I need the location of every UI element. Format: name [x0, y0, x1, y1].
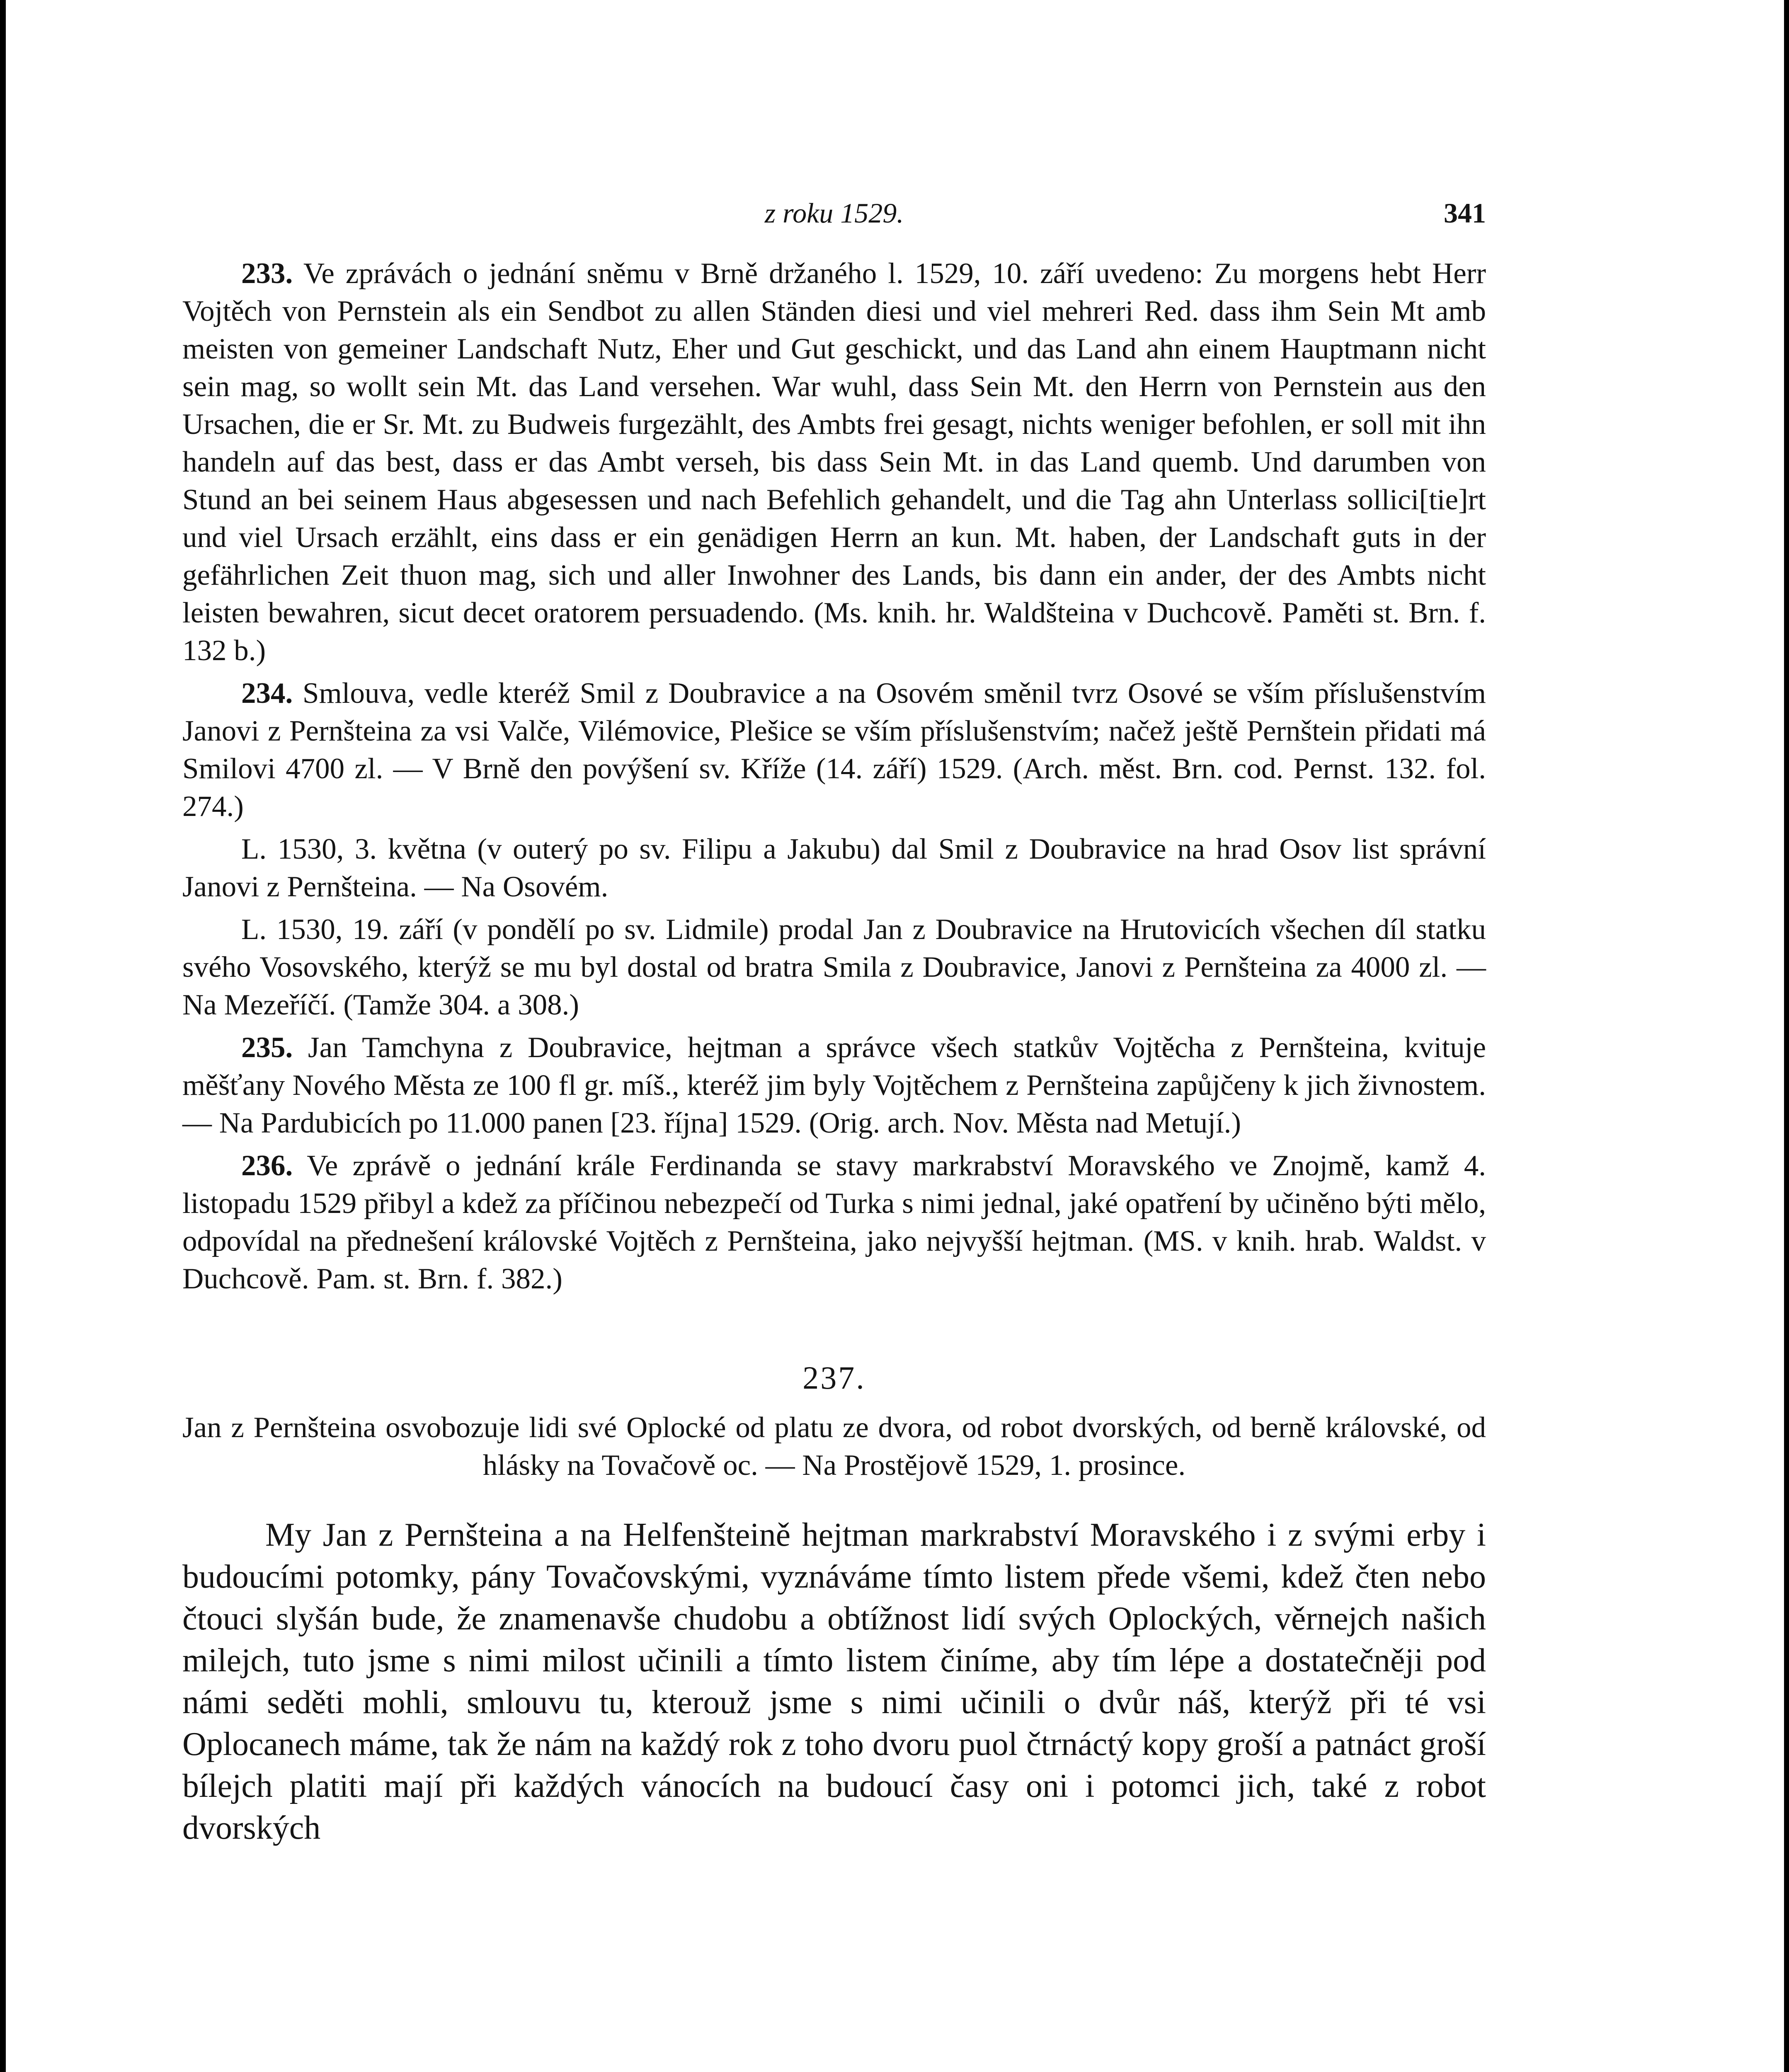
entry-note-1530-september	[182, 911, 1486, 1024]
scan-border-left	[0, 0, 6, 2072]
running-title: z roku 1529.	[764, 197, 904, 229]
entry-233	[182, 255, 1486, 670]
entry-number: 234.	[241, 677, 293, 709]
entry-number: 236.	[241, 1150, 293, 1182]
entry-text: L. 1530, 3. května (v outerý po sv. Filipu a Jakubu) dal Smil z Doubravice na hrad Osov list správní Janovi z Pernšteina. — Na Osovém.	[182, 833, 1486, 903]
entry-text: Smlouva, vedle kteréž Smil z Doubravice a na Osovém směnil tvrz Osové se vším příslušenstvím Janovi z Pernšteina za vsi Valče, Vilémovice, Plešice se vším příslušenstvím; načež ještě Pernštein přidati má Smilovi 4700 zl. — V Brně den povýšení sv. Kříže (14. září) 1529. (Arch. měst. Brn. cod. Pernst. 132. fol. 274.)	[182, 677, 1486, 823]
entry-234	[182, 675, 1486, 825]
document-body: My Jan z Pernšteina a na Helfenšteině hejtman markrabství Moravského i z svými erby i budoucími potomky, pány Tovačovskými, vyznáváme tímto listem přede všemi, kdež čten nebo čtouci slyšán bude, že znamenavše chudobu a obtížnost lidí svých Oplockých, věrnejch našich milejch, tuto jsme s nimi milost učinili a tímto listem činíme, aby tím lépe a dostatečněji pod námi seděti mohli, smlouvu tu, kterouž jsme s nimi učinili o dvůr náš, kterýž při té vsi Oplocanech máme, tak že nám na každý rok z toho dvoru puol čtrnáctý kopy groší a patnáct groší bílejch platiti mají při každých vánocích na budoucí časy oni i potomci jich, také z robot dvorských	[182, 1517, 1486, 1846]
entry-note-1530-may	[182, 830, 1486, 906]
entry-number: 235.	[241, 1031, 293, 1064]
page-number: 341	[1444, 197, 1486, 229]
entry-text: Jan Tamchyna z Doubravice, hejtman a správce všech statkův Vojtěcha z Pernšteina, kvituje měšťany Nového Města ze 100 fl gr. míš., kteréž jim byly Vojtěchem z Pernšteina zapůjčeny k jich živnostem. — Na Pardubicích po 11.000 panen [23. října] 1529. (Orig. arch. Nov. Města nad Metují.)	[182, 1031, 1486, 1139]
page	[182, 189, 1486, 1849]
entry-text: Ve zprávách o jednání sněmu v Brně držaného l. 1529, 10. září uvedeno: Zu morgens hebt Herr Vojtěch von Pernstein als ein Sendbot zu allen Ständen diesi und viel mehreri Red. dass ihm Sein Mt amb meisten von gemeiner Landschaft Nutz, Eher und Gut geschickt, und das Land ahn einem Hauptmann nicht sein mag, so wollt sein Mt. das Land versehen. War wuhl, dass Sein Mt. den Herrn von Pernstein aus den Ursachen, die er Sr. Mt. zu Budweis furgezählt, des Ambts frei gesagt, nichts weniger befohlen, er soll mit ihn handeln auf das best, dass er das Ambt verseh, bis dass Sein Mt. in das Land quemb. Und darumben von Stund an bei seinem Haus abgesessen und nach Befehlich gehandelt, und die Tag ahn Unterlass sollici[tie]rt und viel Ursach erzählt, eins dass er ein genädigen Herrn an kun. Mt. haben, der Landschaft guts in der gefährlichen Zeit thuon mag, sich und aller Inwohner des Lands, bis dann ein ander, der des Ambts nicht leisten bewahren, sicut decet oratorem persuadendo. (Ms. knih. hr. Waldšteina v Duchcově. Paměti st. Brn. f. 132 b.)	[182, 257, 1486, 667]
running-head	[182, 189, 1486, 234]
entry-236	[182, 1147, 1486, 1298]
entry-text: L. 1530, 19. září (v pondělí po sv. Lidmile) prodal Jan z Doubravice na Hrutovicích všechen díl statku svého Vosovského, kterýž se mu byl dostal od bratra Smila z Doubravice, Janovi z Pernšteina za 4000 zl. — Na Mezeříčí. (Tamže 304. a 308.)	[182, 913, 1486, 1021]
scan-border-right	[1784, 0, 1789, 2072]
entry-number: 233.	[241, 257, 293, 290]
entry-text: Ve zprávě o jednání krále Ferdinanda se stavy markrabství Moravského ve Znojmě, kamž 4. listopadu 1529 přibyl a kdež za příčinou nebezpečí od Turka s nimi jednal, jaké opatření by učiněno býti mělo, odpovídal na přednešení královské Vojtěch z Pernšteina, jako nejvyšší hejtman. (MS. v knih. hrab. Waldst. v Duchcově. Pam. st. Brn. f. 382.)	[182, 1150, 1486, 1295]
document-number: 237.	[802, 1360, 866, 1396]
entry-235	[182, 1029, 1486, 1142]
document-regest: Jan z Pernšteina osvobozuje lidi své Oplocké od platu ze dvora, od robot dvorských, od berně královské, od hlásky na Tovačově oc. — Na Prostějově 1529, 1. prosince.	[182, 1411, 1486, 1481]
